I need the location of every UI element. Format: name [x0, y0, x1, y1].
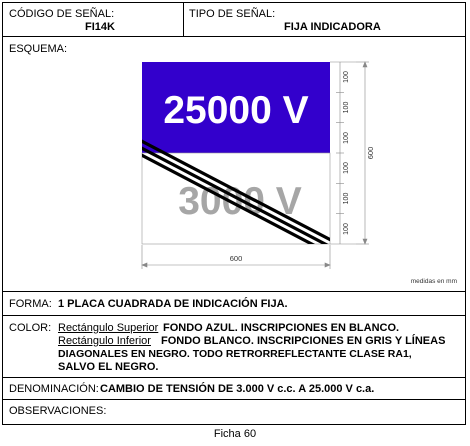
- forma-label: FORMA:: [9, 298, 52, 310]
- sheet-caption: Ficha 60: [213, 428, 257, 440]
- tipo-label: TIPO DE SEÑAL:: [189, 8, 276, 20]
- esquema-label: ESQUEMA:: [9, 43, 68, 55]
- segment-label: 100: [343, 162, 350, 174]
- sign-schematic: [3, 37, 465, 291]
- codigo-value: FI14K: [85, 21, 115, 33]
- upper-rectangle-colors: FONDO AZUL. INSCRIPCIONES EN BLANCO.: [163, 322, 400, 334]
- codigo-cell: [3, 3, 184, 36]
- tipo-cell: [184, 3, 465, 36]
- upper-rectangle-name: Rectángulo Superior: [58, 322, 159, 334]
- segment-label: 100: [343, 71, 350, 83]
- lower-rectangle-colors: FONDO BLANCO. INSCRIPCIONES EN GRIS Y LÍNEAS: [161, 335, 446, 347]
- color-row: [3, 316, 465, 378]
- denominacion-value: CAMBIO DE TENSIÓN DE 3.000 V c.c. A 25.000 V c.a.: [100, 383, 375, 395]
- lower-rectangle-colors-cont: DIAGONALES EN NEGRO. TODO RETRORREFLECTANTE CLASE RA1,: [58, 348, 412, 360]
- lower-rectangle-colors-end: SALVO EL NEGRO.: [58, 361, 159, 373]
- forma-value: 1 PLACA CUADRADA DE INDICACIÓN FIJA.: [58, 298, 288, 310]
- esquema-row: [3, 37, 465, 292]
- segment-label: 100: [343, 132, 350, 144]
- segment-label: 100: [343, 223, 350, 235]
- segment-dimension: [330, 62, 356, 244]
- upper-inscription: 25000 V: [163, 89, 309, 132]
- denominacion-row: [3, 378, 465, 400]
- height-dimension-label: 600: [366, 146, 375, 160]
- forma-row: [3, 292, 465, 316]
- segment-label: 100: [343, 192, 350, 205]
- tipo-value: FIJA INDICADORA: [284, 21, 381, 33]
- color-label: COLOR:: [9, 322, 52, 334]
- header-row: [3, 3, 465, 37]
- observaciones-row: [3, 400, 465, 424]
- sign-data-sheet: [2, 2, 466, 425]
- lower-inscription: 3000 V: [178, 180, 302, 223]
- width-dimension-label: 600: [229, 254, 243, 263]
- segment-label: 100: [343, 101, 350, 114]
- denominacion-label: DENOMINACIÓN:: [9, 383, 99, 395]
- codigo-label: CÓDIGO DE SEÑAL:: [9, 8, 115, 20]
- lower-rectangle-name: Rectángulo Inferior: [58, 335, 151, 347]
- observaciones-label: OBSERVACIONES:: [9, 405, 107, 417]
- units-note: medidas en mm: [410, 278, 457, 285]
